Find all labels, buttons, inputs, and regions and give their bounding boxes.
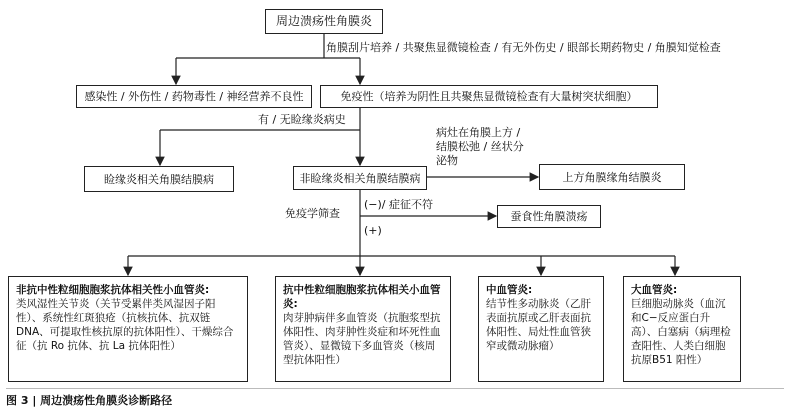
non-blepharitis-node: 非睑缘炎相关角膜结膜病 <box>293 166 427 190</box>
large-title: 大血管炎: <box>631 284 678 296</box>
superior-node: 上方角膜缘角结膜炎 <box>539 164 685 190</box>
non-anca-title: 非抗中性粒细胞胞浆抗体相关性小血管炎: <box>16 284 210 296</box>
negative-label: (−)/ 症征不符 <box>364 198 434 211</box>
screen-label: 免疫学筛查 <box>285 207 340 220</box>
mooren-node: 蚕食性角膜溃疡 <box>497 205 601 228</box>
large-body: 巨细胞动脉炎（血沉和C−反应蛋白升高）、白塞病（病理检查阳性、人类白细胞抗原B51 阳性） <box>631 298 731 366</box>
anca-title: 抗中性粒细胞胞浆抗体相关小血管炎: <box>283 284 441 310</box>
large-vasculitis-box <box>623 276 741 382</box>
superior-cond-line2: 结膜松弛 / 丝状分 <box>436 140 524 153</box>
medium-body: 结节性多动脉炎（乙肝表面抗原或乙肝表面抗体阳性、局灶性血管狭窄或微动脉瘤） <box>486 298 591 352</box>
blepharitis-node: 睑缘炎相关角膜结膜病 <box>84 166 234 192</box>
non-anca-body: 类风湿性关节炎（关节受累伴类风湿因子阳性）、系统性红斑狼疮（抗核抗体、抗双链DNA、可提取性核抗原的抗体阳性）、干燥综合征（抗 Ro 抗体、抗 La 抗体阳性） <box>16 298 234 352</box>
superior-cond-line3: 泌物 <box>436 154 458 167</box>
anca-vasculitis-box <box>275 276 451 382</box>
root-node: 周边溃疡性角膜炎 <box>265 9 383 34</box>
medium-title: 中血管炎: <box>486 284 533 296</box>
positive-label: (+) <box>364 224 382 237</box>
figure-caption: 图 3 | 周边溃疡性角膜炎诊断路径 <box>6 394 173 407</box>
superior-cond-line1: 病灶在角膜上方 / <box>436 126 521 139</box>
immune-node: 免疫性（培养为阴性且共聚焦显微镜检查有大量树突状细胞） <box>320 85 658 108</box>
history-label: 有 / 无睑缘炎病史 <box>258 113 346 126</box>
anca-body: 肉芽肿病伴多血管炎（抗胞浆型抗体阳性、肉芽肿性炎症和坏死性血管炎）、显微镜下多血管炎（核周型抗体阳性） <box>283 312 441 366</box>
non-anca-vasculitis-box <box>8 276 248 382</box>
root-split-label: 角膜刮片培养 / 共聚焦显微镜检查 / 有无外伤史 / 眼部长期药物史 / 角膜知觉检查 <box>326 41 721 54</box>
medium-vasculitis-box <box>478 276 604 382</box>
caption-divider <box>6 388 784 389</box>
infectious-node: 感染性 / 外伤性 / 药物毒性 / 神经营养不良性 <box>76 85 312 108</box>
